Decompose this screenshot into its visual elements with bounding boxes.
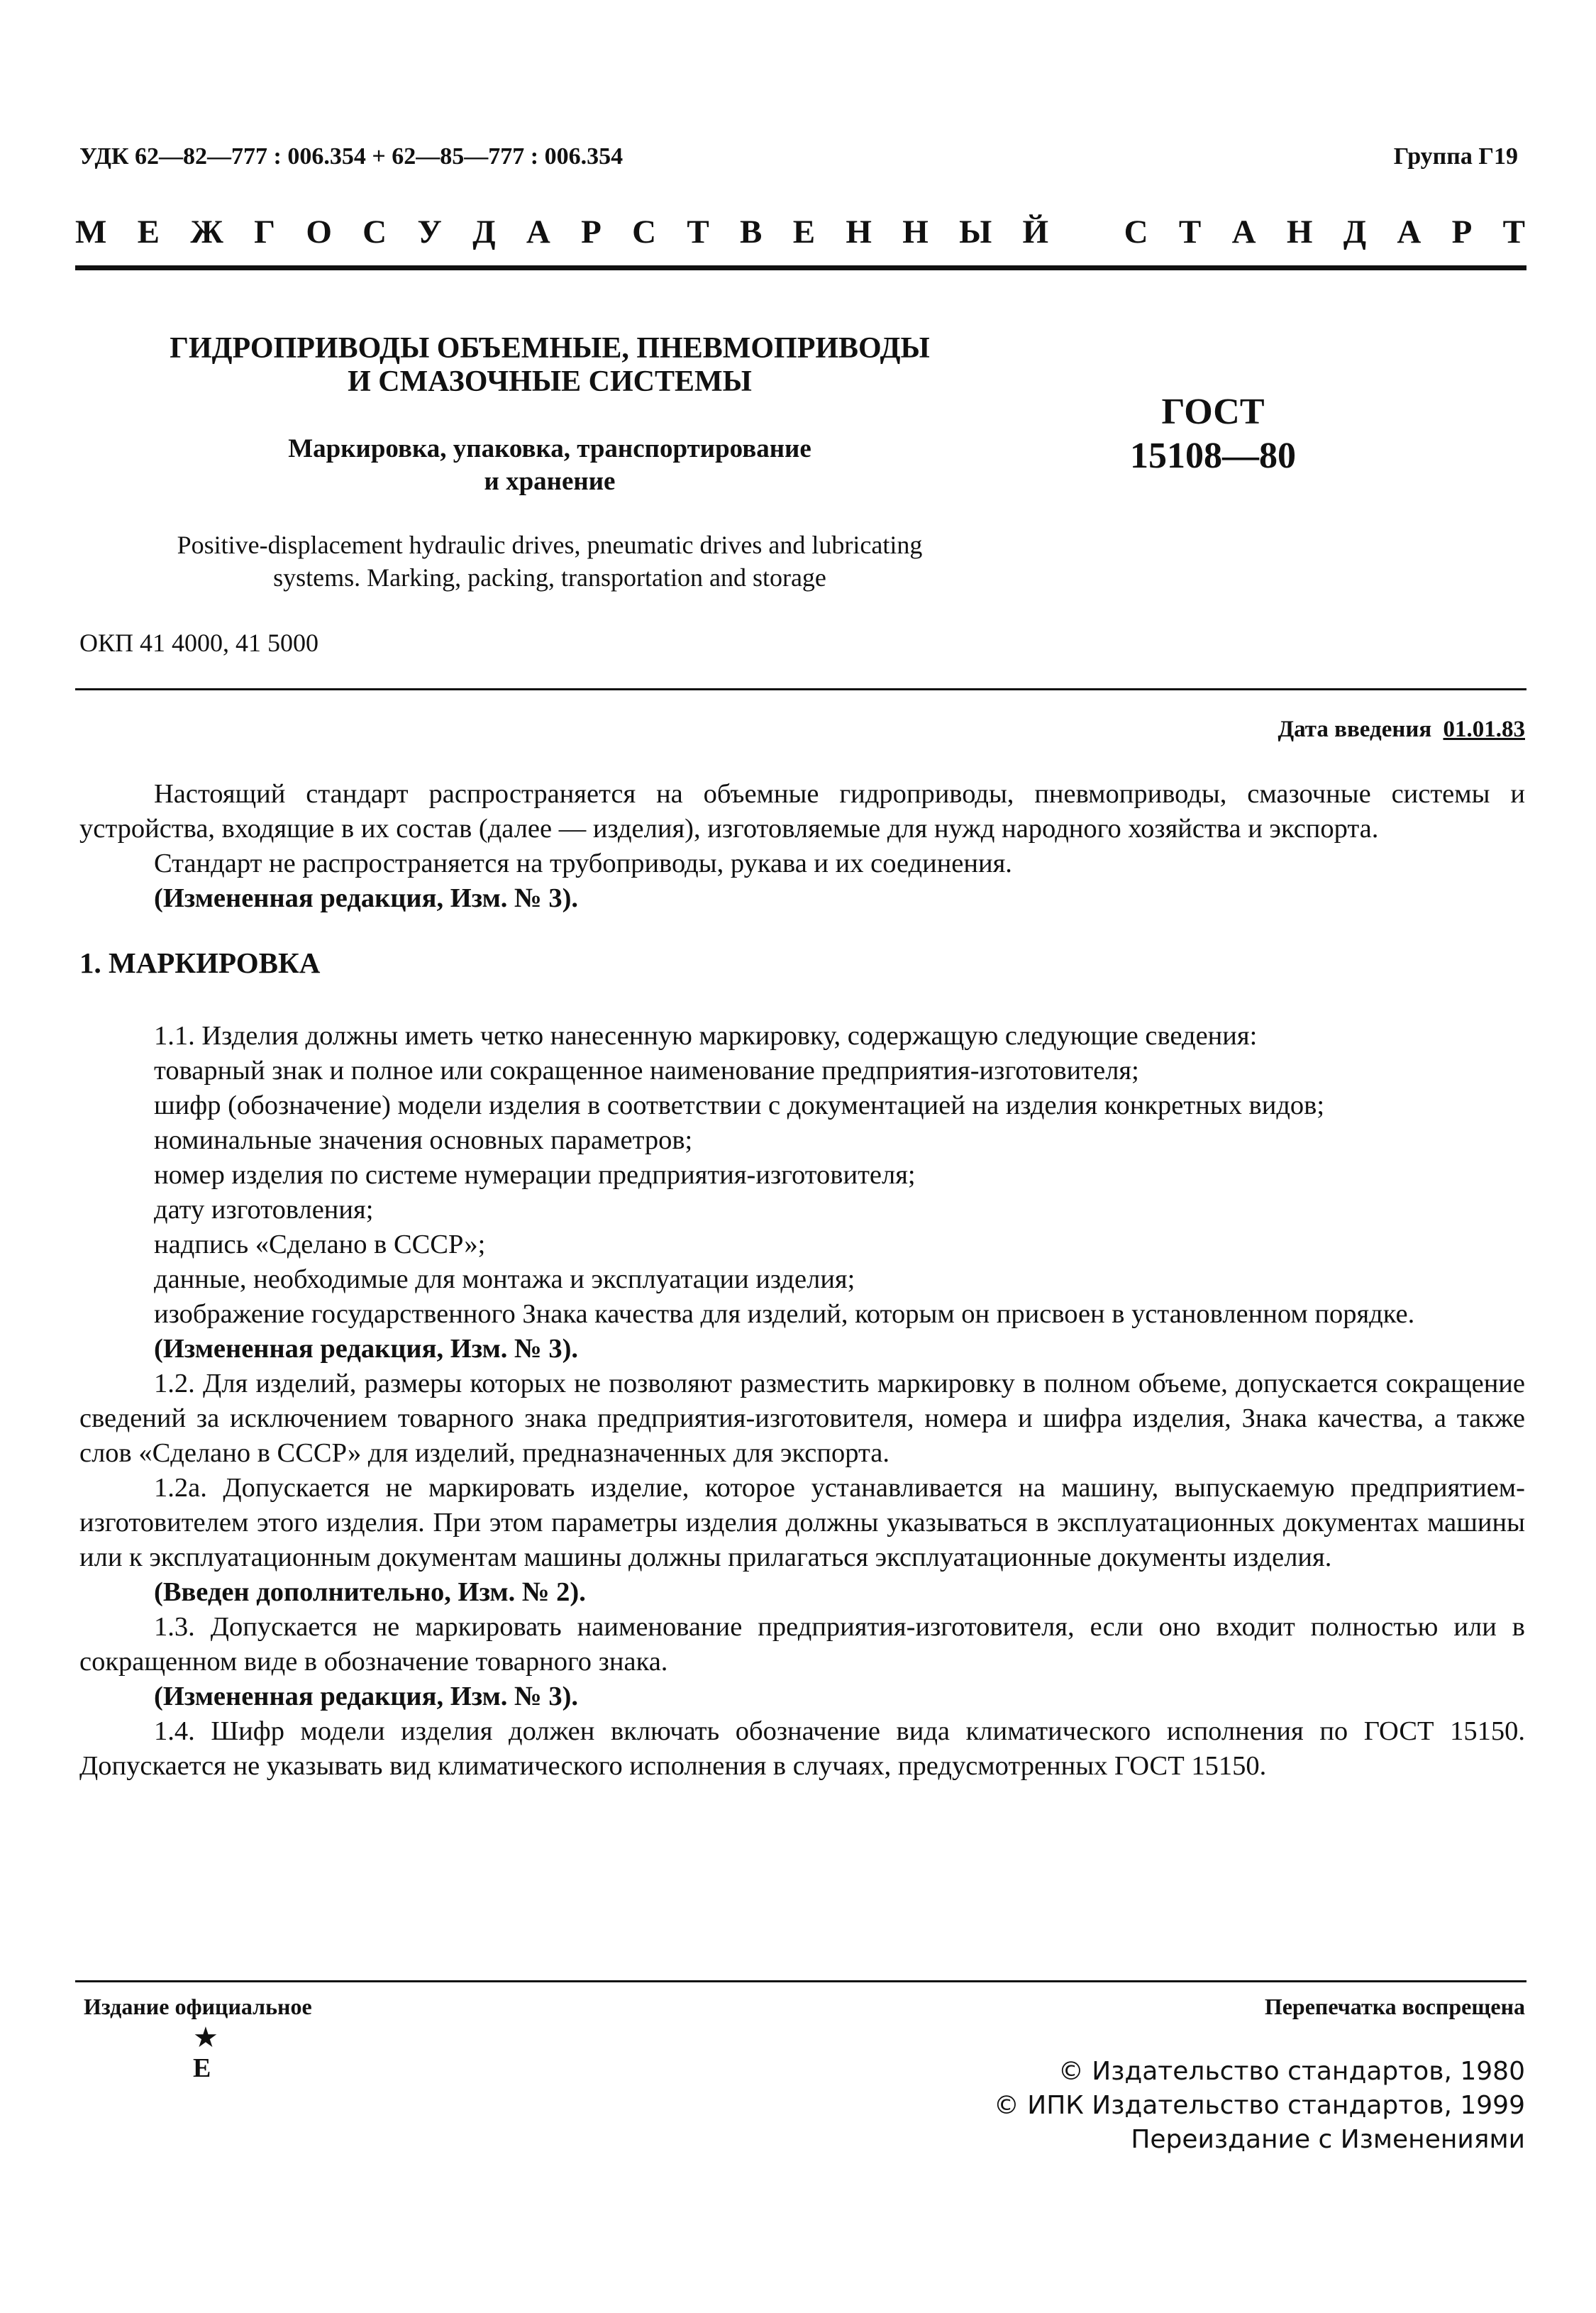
heading-letter: М xyxy=(75,214,107,250)
heading-letter: Й xyxy=(1022,214,1049,250)
heading-letter: О xyxy=(306,214,332,250)
heading-letter: Д xyxy=(472,214,496,250)
clause-1-1-item: дату изготовления; xyxy=(154,1195,374,1225)
heading-gap xyxy=(1079,213,1093,251)
heading-letter: А xyxy=(1231,214,1256,250)
clause-1-1-item: данные, необходимые для монтажа и эксплуатации изделия; xyxy=(154,1264,855,1294)
heading-letter: Н xyxy=(902,214,929,250)
clause-1-1: 1.1. Изделия должны иметь четко нанесенную маркировку, содержащую следующие сведения: xyxy=(154,1021,1258,1051)
subtitle-line-1: Маркировка, упаковка, транспортирование xyxy=(288,434,811,463)
clause-1-4: 1.4. Шифр модели изделия должен включать обозначение вида климатического исполнения по ГОСТ 15150. Допускается не указывать вид климатического исполнения в случаях, предусмотренных ГОСТ 15150. xyxy=(79,1716,1525,1781)
heading-letter: С xyxy=(1124,214,1148,250)
amendment-note: (Измененная редакция, Изм. № 3). xyxy=(154,1682,579,1711)
clause-1-3: 1.3. Допускается не маркировать наименование предприятия-изготовителя, если оно входит полностью или в сокращенном виде в обозначение товарного знака. xyxy=(79,1612,1525,1677)
official-edition-label: Издание официальное xyxy=(84,1994,312,2019)
okp-code: ОКП 41 4000, 41 5000 xyxy=(79,629,319,657)
document-body xyxy=(79,777,1525,1784)
clause-1-1-item: номинальные значения основных параметров; xyxy=(154,1125,693,1155)
heading-letter: Т xyxy=(1178,214,1202,250)
clause-1-1-item: шифр (обозначение) модели изделия в соответствии с документацией на изделия конкретных видов; xyxy=(154,1091,1325,1120)
clause-1-2: 1.2. Для изделий, размеры которых не позволяют разместить маркировку в полном объеме, допускается сокращение сведений за исключением товарного знака предприятия-изготовителя, номера и шифра изделия, Знака качества, а также слов «Сделано в СССР» для изделий, предназначенных для экспорта. xyxy=(79,1369,1525,1468)
clause-1-1-item: номер изделия по системе нумерации предприятия-изготовителя; xyxy=(154,1160,916,1190)
intro-date-value: 01.01.83 xyxy=(1443,717,1525,742)
standard-type-heading xyxy=(75,213,1525,251)
intro-date-label: Дата введения xyxy=(1278,717,1432,742)
subtitle-line-2: и хранение xyxy=(484,467,616,496)
heading-letter: Ы xyxy=(959,214,992,250)
heading-letter: Г xyxy=(254,214,276,250)
scope-paragraph: Настоящий стандарт распространяется на объемные гидроприводы, пневмоприводы, смазочные системы и устройства, входящие в их состав (далее — изделия), изготовляемые для нужд народного хозяйства и экспорта. xyxy=(79,779,1525,844)
heading-letter: В xyxy=(740,214,763,250)
heading-letter: Ж xyxy=(190,214,223,250)
heading-letter: Р xyxy=(581,214,602,250)
heading-letter: С xyxy=(632,214,657,250)
star-icon: ★ xyxy=(193,2021,218,2053)
amendment-note: (Введен дополнительно, Изм. № 2). xyxy=(154,1577,586,1607)
heading-letter: Н xyxy=(1286,214,1313,250)
heading-letter: А xyxy=(526,214,550,250)
heading-letter: Е xyxy=(792,214,816,250)
heading-letter: Т xyxy=(687,214,709,250)
clause-1-1-item: товарный знак и полное или сокращенное наименование предприятия-изготовителя; xyxy=(154,1056,1139,1086)
heading-letter: У xyxy=(417,214,442,250)
copyright-1980: © Издательство стандартов, 1980 xyxy=(1058,2057,1525,2086)
reissue-note: Переиздание с Изменениями xyxy=(1131,2125,1525,2154)
heading-letter: Р xyxy=(1451,214,1473,250)
exclusion-paragraph: Стандарт не распространяется на трубоприводы, рукава и их соединения. xyxy=(154,849,1012,878)
intro-date xyxy=(1278,717,1525,743)
heading-letter: С xyxy=(362,214,387,250)
section-heading-marking: 1. МАРКИРОВКА xyxy=(79,946,321,979)
copyright-1999: © ИПК Издательство стандартов, 1999 xyxy=(993,2091,1525,2120)
footer-rule xyxy=(75,1980,1526,1982)
title-line-2: И СМАЗОЧНЫЕ СИСТЕМЫ xyxy=(348,365,752,398)
heading-letter: Т xyxy=(1502,214,1525,250)
header-rule xyxy=(75,265,1526,270)
clause-1-1-item: надпись «Сделано в СССР»; xyxy=(154,1230,486,1259)
gost-number: 15108—80 xyxy=(1130,436,1296,476)
no-reprint-label: Перепечатка воспрещена xyxy=(1264,1994,1525,2019)
english-title-line-1: Positive-displacement hydraulic drives, pneumatic drives and lubricating xyxy=(177,531,923,559)
heading-letter: Д xyxy=(1343,214,1367,250)
heading-letter: А xyxy=(1397,214,1422,250)
edition-letter: Е xyxy=(193,2053,211,2083)
udk-code: УДК 62—82—777 : 006.354 + 62—85—777 : 006.354 xyxy=(79,143,624,170)
title-rule xyxy=(75,688,1526,690)
gost-label: ГОСТ xyxy=(1161,392,1265,432)
heading-letter: Е xyxy=(137,214,160,250)
title-line-1: ГИДРОПРИВОДЫ ОБЪЕМНЫЕ, ПНЕВМОПРИВОДЫ xyxy=(170,332,930,365)
clause-1-2a: 1.2а. Допускается не маркировать изделие, которое устанавливается на машину, выпускаемую предприятием-изготовителем этого изделия. При этом параметры изделия должны указываться в эксплуатационных документах машины или к эксплуатационным документам машины должны прилагаться эксплуатационные документы изделия. xyxy=(79,1473,1525,1572)
clause-1-1-item: изображение государственного Знака качества для изделий, которым он присвоен в установленном порядке. xyxy=(154,1299,1415,1329)
heading-letter: Н xyxy=(846,214,872,250)
amendment-note: (Измененная редакция, Изм. № 3). xyxy=(154,1334,579,1364)
group-code: Группа Г19 xyxy=(1393,143,1518,170)
english-title-line-2: systems. Marking, packing, transportation and storage xyxy=(273,563,826,592)
amendment-note: (Измененная редакция, Изм. № 3). xyxy=(154,883,579,913)
